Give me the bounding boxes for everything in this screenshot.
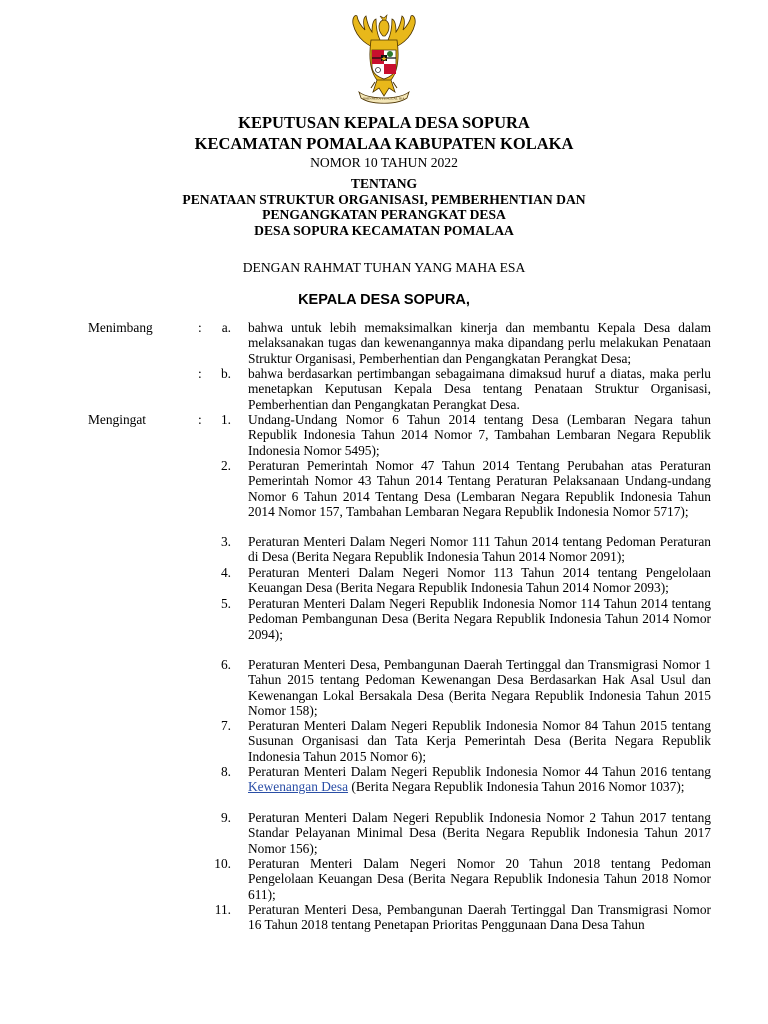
subject-line-2: PENGANGKATAN PERANGKAT DESA: [262, 207, 506, 222]
item-text: bahwa untuk lebih memaksimalkan kinerja dan membantu Kepala Desa dalam melaksanakan tugas dan kewenangannya maka dipandang perlu melakukan Penataan Struktur Organisasi, Pemberhentian dan Pengangkatan Perangkat Desa;: [248, 320, 711, 366]
colon: :: [198, 366, 202, 381]
item-marker: 1.: [220, 412, 231, 427]
item-text: Peraturan Menteri Dalam Negeri Nomor 111 Tahun 2014 tentang Pedoman Peraturan di Desa (Berita Negara Republik Indonesia Tahun 2014 Nomor 2091);: [248, 534, 711, 565]
item-text: Peraturan Menteri Dalam Negeri Nomor 113 Tahun 2014 tentang Pengelolaan Keuangan Desa (Berita Negara Republik Indonesia Tahun 2014 Nomor 2093);: [248, 565, 711, 596]
item-marker: 9.: [220, 810, 231, 825]
subject-line-1: PENATAAN STRUKTUR ORGANISASI, PEMBERHENTIAN DAN: [182, 191, 586, 207]
item-marker: 10.: [214, 856, 231, 871]
title-line-1: KEPUTUSAN KEPALA DESA SOPURA: [238, 113, 530, 132]
garuda-pancasila-emblem-icon: [339, 10, 429, 106]
item-text: Peraturan Menteri Dalam Negeri Nomor 20 Tahun 2018 tentang Pedoman Pengelolaan Keuangan Desa (Berita Negara Republik Indonesia Tahun 2018 Nomor 611);: [248, 856, 711, 902]
item-text: bahwa berdasarkan pertimbangan sebagaimana dimaksud huruf a diatas, maka perlu menetapkan Keputusan Kepala Desa tentang Penataan Struktur Organisasi, Pemberhentian dan Pengangkatan Perangkat Desa.: [248, 366, 711, 412]
document-number: NOMOR 10 TAHUN 2022: [310, 155, 458, 170]
item-marker: 5.: [220, 596, 231, 611]
mengingat-label: Mengingat: [88, 412, 147, 427]
item-marker: 3.: [220, 534, 231, 549]
item-text-before-link: Peraturan Menteri Dalam Negeri Republik Indonesia Nomor 44 Tahun 2016 tentang: [248, 764, 711, 779]
item-marker: 8.: [220, 764, 231, 779]
item-text: Peraturan Menteri Dalam Negeri Republik Indonesia Nomor 84 Tahun 2015 tentang Susunan Organisasi dan Tata Kerja Pemerintah Desa (Berita Negara Republik Indonesia Tahun 2015 Nomor 6);: [248, 718, 711, 764]
item-marker: 2.: [220, 458, 231, 473]
emblem-motto: BHINNEKA TUNGGAL IKA: [363, 96, 405, 101]
title-line-2: KECAMATAN POMALAA KABUPATEN KOLAKA: [194, 134, 574, 153]
item-text: Peraturan Menteri Dalam Negeri Republik Indonesia Nomor 114 Tahun 2014 tentang Pedoman Pembangunan Desa (Berita Negara Republik Indonesia Tahun 2014 Nomor 2094);: [248, 596, 711, 642]
subject-block: [0, 176, 768, 238]
subject-line-3: DESA SOPURA KECAMATAN POMALAA: [254, 222, 514, 238]
rahmat-line: DENGAN RAHMAT TUHAN YANG MAHA ESA: [242, 260, 526, 275]
menimbang-label: Menimbang: [88, 320, 153, 335]
colon: :: [198, 412, 202, 427]
document-title: [0, 112, 768, 154]
kepala-desa-heading: KEPALA DESA SOPURA,: [298, 292, 470, 308]
item-text: Peraturan Menteri Dalam Negeri Republik Indonesia Nomor 2 Tahun 2017 tentang Standar Pelayanan Minimal Desa (Berita Negara Republik Indonesia Tahun 2017 Nomor 156);: [248, 810, 711, 856]
item-text: [248, 764, 711, 795]
item-marker: 11.: [214, 902, 231, 917]
item-text: Peraturan Pemerintah Nomor 47 Tahun 2014 Tentang Perubahan atas Peraturan Pemerintah Nomor 43 Tahun 2014 Tentang Peraturan Pelaksanaan Undang-undang Nomor 6 Tahun 2014 Tentang Desa (Lembaran Negara Republik Indonesia Tahun 2014 Nomor 157, Tambahan Lembaran Negara Republik Indonesia Nomor 5717);: [248, 458, 711, 519]
item-marker: b.: [220, 366, 231, 381]
item-marker: 6.: [220, 657, 231, 672]
item-marker: 4.: [220, 565, 231, 580]
item-text: Undang-Undang Nomor 6 Tahun 2014 tentang Desa (Lembaran Negara tahun Republik Indonesia Tahun 2014 Nomor 7, Tambahan Lembaran Negara Republik Indonesia Nomor 5495);: [248, 412, 711, 458]
item-text: Peraturan Menteri Desa, Pembangunan Daerah Tertinggal dan Transmigrasi Nomor 1 Tahun 2015 tentang Pedoman Kewenangan Desa Berdasarkan Hak Asal Usul dan Kewenangan Lokal Bersakala Desa (Berita Negara Republik Indonesia Tahun 2015 Nomor 158);: [248, 657, 711, 718]
item-text: Peraturan Menteri Desa, Pembangunan Daerah Tertinggal Dan Transmigrasi Nomor 16 Tahun 2018 tentang Penetapan Prioritas Penggunaan Dana Desa Tahun: [248, 902, 711, 933]
item-marker: 7.: [220, 718, 231, 733]
tentang-label: TENTANG: [350, 176, 418, 191]
item-text-after-link: (Berita Negara Republik Indonesia Tahun 2016 Nomor 1037);: [348, 779, 685, 795]
colon: :: [198, 320, 202, 335]
item-marker: a.: [221, 320, 231, 335]
kewenangan-desa-link[interactable]: Kewenangan Desa: [248, 779, 349, 795]
